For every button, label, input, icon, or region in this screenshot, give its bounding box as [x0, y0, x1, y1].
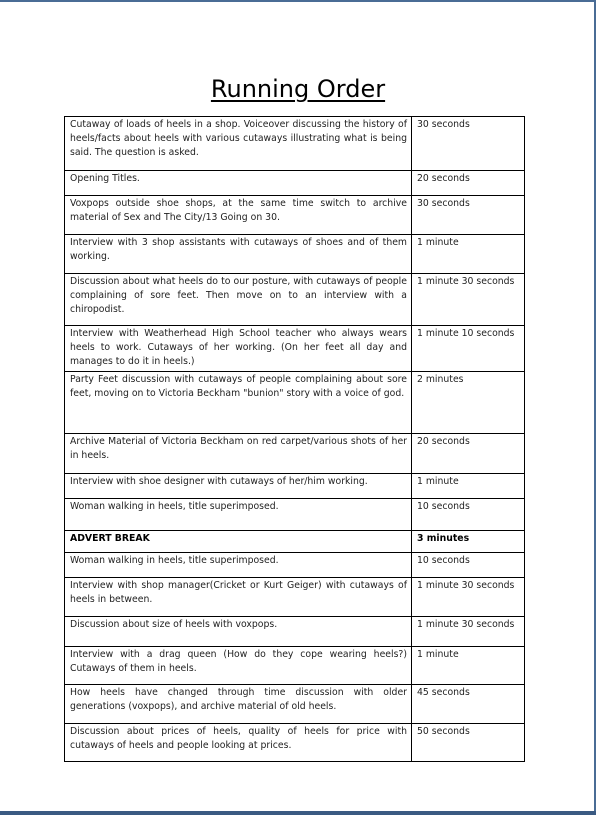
table-row	[65, 499, 525, 531]
segment-duration: 1 minute	[412, 474, 525, 499]
table-row	[65, 274, 525, 326]
segment-description: Party Feet discussion with cutaways of people complaining about sore feet, moving on to Victoria Beckham "bunion" story with a voice of god.	[65, 372, 412, 434]
segment-duration: 45 seconds	[412, 685, 525, 724]
segment-duration: 1 minute	[412, 235, 525, 274]
segment-description: Interview with Weatherhead High School teacher who always wears heels to work. Cutaways of her working. (On her feet all day and manages to do it in heels.)	[65, 326, 412, 372]
table-row	[65, 117, 525, 171]
segment-description: ADVERT BREAK	[65, 531, 412, 553]
segment-duration: 1 minute 30 seconds	[412, 578, 525, 617]
segment-description: Opening Titles.	[65, 171, 412, 196]
table-row	[65, 171, 525, 196]
window-border-top	[0, 0, 596, 2]
table-row	[65, 578, 525, 617]
table-row	[65, 724, 525, 762]
segment-duration: 3 minutes	[412, 531, 525, 553]
segment-description: Interview with shoe designer with cutaways of her/him working.	[65, 474, 412, 499]
table-row	[65, 553, 525, 578]
segment-duration: 50 seconds	[412, 724, 525, 762]
table-row	[65, 531, 525, 553]
segment-description: Discussion about what heels do to our posture, with cutaways of people complaining of sore feet. Then move on to an interview with a chiropodist.	[65, 274, 412, 326]
segment-description: Discussion about prices of heels, quality of heels for price with cutaways of heels and people looking at prices.	[65, 724, 412, 762]
table-row	[65, 235, 525, 274]
segment-duration: 1 minute	[412, 647, 525, 685]
segment-description: Woman walking in heels, title superimposed.	[65, 553, 412, 578]
segment-duration: 20 seconds	[412, 434, 525, 474]
segment-description: Archive Material of Victoria Beckham on red carpet/various shots of her in heels.	[65, 434, 412, 474]
segment-duration: 1 minute 10 seconds	[412, 326, 525, 372]
segment-duration: 10 seconds	[412, 553, 525, 578]
segment-description: Interview with 3 shop assistants with cutaways of shoes and of them working.	[65, 235, 412, 274]
segment-description: Interview with a drag queen (How do they cope wearing heels?) Cutaways of them in heels.	[65, 647, 412, 685]
table-row	[65, 474, 525, 499]
table-row	[65, 647, 525, 685]
segment-duration: 10 seconds	[412, 499, 525, 531]
table-row	[65, 685, 525, 724]
page-title: Running Order	[210, 75, 386, 103]
segment-duration: 20 seconds	[412, 171, 525, 196]
segment-duration: 1 minute 30 seconds	[412, 274, 525, 326]
table-row	[65, 434, 525, 474]
segment-description: Voxpops outside shoe shops, at the same time switch to archive material of Sex and The City/13 Going on 30.	[65, 196, 412, 235]
table-row	[65, 326, 525, 372]
segment-duration: 1 minute 30 seconds	[412, 617, 525, 647]
window-border-bottom	[0, 811, 596, 815]
segment-duration: 30 seconds	[412, 196, 525, 235]
segment-description: Woman walking in heels, title superimposed.	[65, 499, 412, 531]
segment-description: Interview with shop manager(Cricket or Kurt Geiger) with cutaways of heels in between.	[65, 578, 412, 617]
segment-description: How heels have changed through time discussion with older generations (voxpops), and archive material of old heels.	[65, 685, 412, 724]
table-row	[65, 196, 525, 235]
running-order-table	[64, 116, 525, 762]
table-row	[65, 617, 525, 647]
table-row	[65, 372, 525, 434]
segment-duration: 2 minutes	[412, 372, 525, 434]
segment-description: Discussion about size of heels with voxpops.	[65, 617, 412, 647]
segment-duration: 30 seconds	[412, 117, 525, 171]
segment-description: Cutaway of loads of heels in a shop. Voiceover discussing the history of heels/facts about heels with various cutaways illustrating what is being said. The question is asked.	[65, 117, 412, 171]
